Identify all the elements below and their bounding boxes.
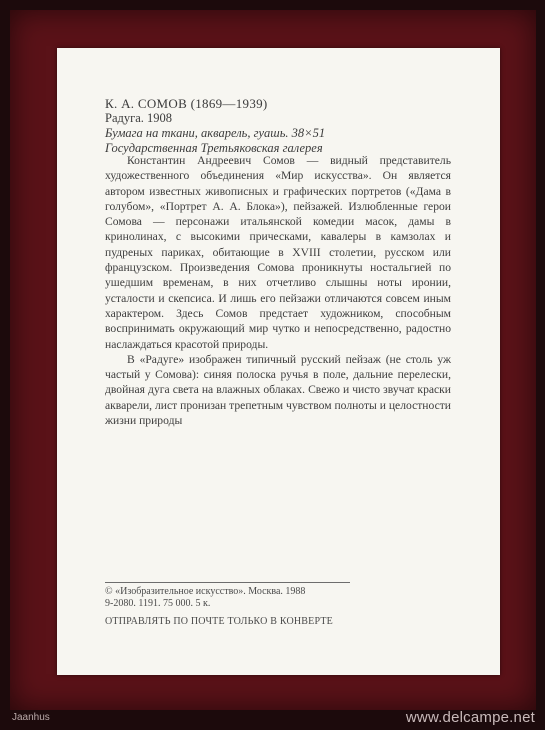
copyright-line: © «Изобразительное искусство». Москва. 1988 [105, 586, 306, 597]
print-line: 9-2080. 1191. 75 000. 5 к. [105, 598, 211, 609]
mail-instruction: ОТПРАВЛЯТЬ ПО ПОЧТЕ ТОЛЬКО В КОНВЕРТЕ [105, 616, 333, 627]
description-text [105, 153, 451, 428]
divider [105, 582, 350, 583]
title-line: Радуга. 1908 [105, 111, 173, 125]
postcard [57, 48, 500, 675]
paragraph-1: Константин Андреевич Сомов — видный представитель художественного объединения «Мир искусства». Он является автором известных живописных и графических портретов («Дама в голубом», «Портрет А. А. Блока»), пейзажей. Излюбленные герои Сомова — персонажи итальянской комедии масок, дамы в кринолинах, с высокими прическами, кавалеры в камзолах и пудреных париках, обитающие в XVIII столетии, русском или французском. Произведения Сомова проникнуты ностальгией по ушедшим временам, в них отчетливо слышны ноты иронии, усталости и скепсиса. И лишь его пейзажи отличаются совсем иным характером. Здесь Сомов предстает художником, способным воспринимать окружающий мир чутко и непосредственно, радостно наслаждаться красотой природы. [105, 154, 451, 351]
imprint [105, 586, 485, 610]
paragraph-2: В «Радуге» изображен типичный русский пейзаж (не столь уж частый у Сомова): синяя полоска ручья в поле, дальние перелески, двойная дуга света на влажных облаках. Свежо и чисто звучат краски акварели, лист пронизан трепетным чувством полноты и целостности жизни природы [105, 352, 451, 428]
author-line: К. А. СОМОВ (1869—1939) [105, 96, 268, 111]
medium-line: Бумага на ткани, акварель, гуашь. 38×51 [105, 126, 326, 140]
museum-line: Государственная Третьяковская галерея [105, 141, 323, 155]
artwork-caption [105, 96, 485, 156]
site-watermark: www.delcampe.net [405, 709, 535, 726]
seller-watermark: Jaanhus [12, 712, 50, 723]
